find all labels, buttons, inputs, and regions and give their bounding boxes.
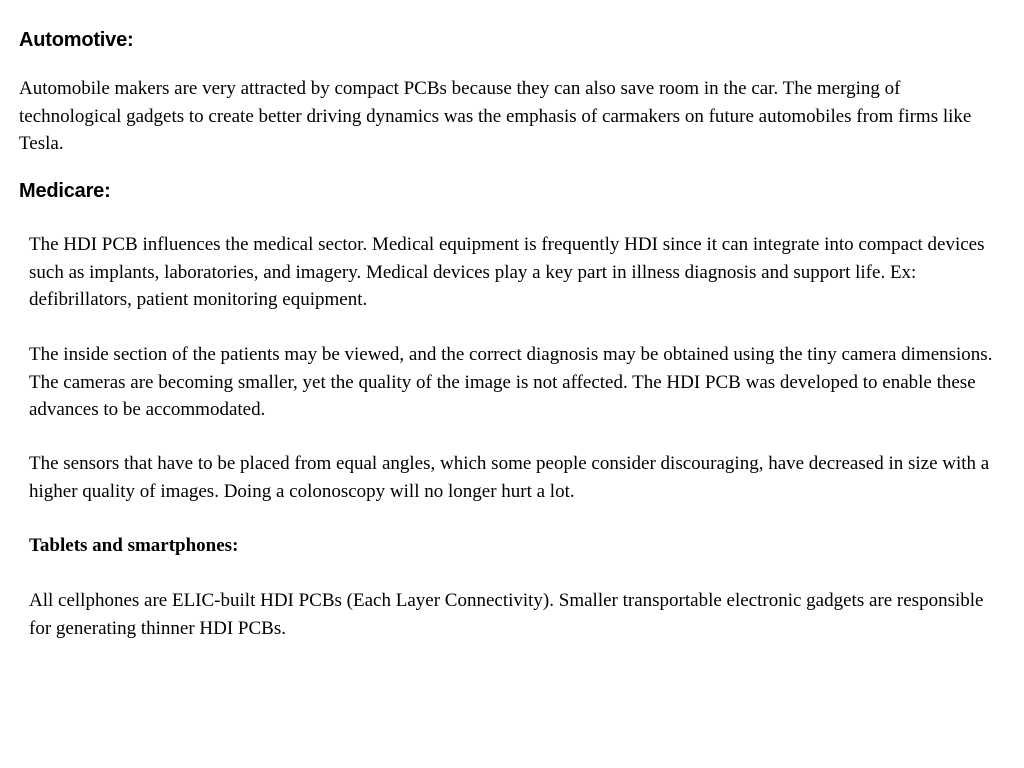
automotive-paragraph: Automobile makers are very attracted by compact PCBs because they can also save room in the car. The merging of technological gadgets to create better driving dynamics was the emphasis of carmakers on future automobiles from firms like Tesla.	[19, 78, 972, 154]
medicare-heading: Medicare:	[19, 180, 111, 202]
medicare-paragraph-1: The HDI PCB influences the medical sector. Medical equipment is frequently HDI since it can integrate into compact devices such as implants, laboratories, and imagery. Medical devices play a key part in illness diagnosis and support life. Ex: defibrillators, patient monitoring equipment.	[29, 234, 985, 310]
tablets-heading: Tablets and smartphones:	[29, 535, 239, 556]
automotive-heading: Automotive:	[19, 29, 134, 51]
tablets-paragraph: All cellphones are ELIC-built HDI PCBs (Each Layer Connectivity). Smaller transportable electronic gadgets are responsible for generating thinner HDI PCBs.	[29, 590, 984, 639]
medicare-paragraph-2: The inside section of the patients may be viewed, and the correct diagnosis may be obtained using the tiny camera dimensions. The cameras are becoming smaller, yet the quality of the image is not affected. The HDI PCB was developed to enable these advances to be accommodated.	[29, 344, 993, 420]
medicare-paragraph-3: The sensors that have to be placed from equal angles, which some people consider discouraging, have decreased in size with a higher quality of images. Doing a colonoscopy will no longer hurt a lot.	[29, 453, 990, 502]
